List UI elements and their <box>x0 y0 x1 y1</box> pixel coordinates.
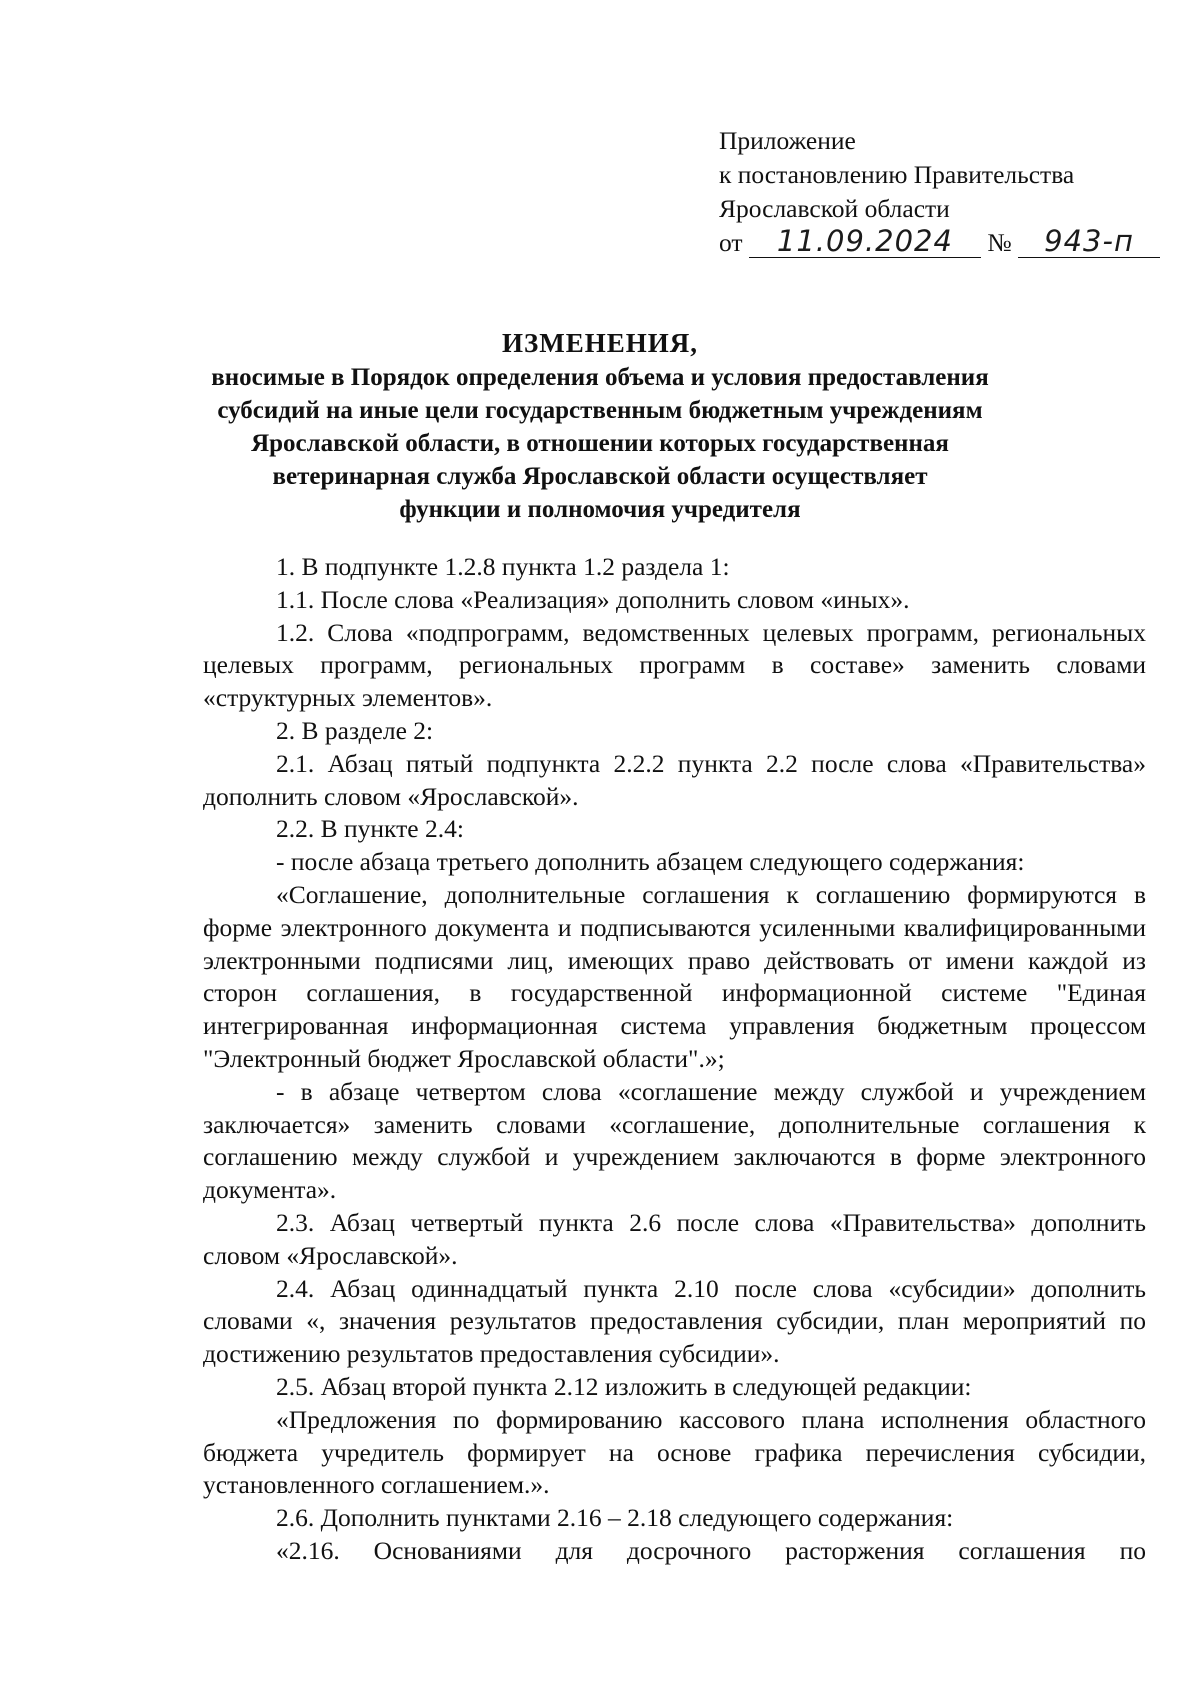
paragraph: 2.2. В пункте 2.4: <box>276 814 464 844</box>
from-label: от <box>719 228 743 257</box>
title-sub-line: ветеринарная служба Ярославской области осуществляет <box>272 463 928 490</box>
number-label: № <box>987 228 1012 257</box>
paragraph: - после абзаца третьего дополнить абзацем следующего содержания: <box>276 847 1025 877</box>
paragraph: 2. В разделе 2: <box>276 715 434 745</box>
paragraph: 1.2. Слова «подпрограмм, ведомственных целевых программ, региональных целевых программ, региональных программ в составе» заменить словами «структурных элементов». <box>203 617 1146 713</box>
document-title <box>200 325 1000 526</box>
paragraph: 2.1. Абзац пятый подпункта 2.2.2 пункта 2.2 после слова «Правительства» дополнить словом «Ярославской». <box>203 748 1146 811</box>
title-sub-line: Ярославской области, в отношении которых государственная <box>251 430 949 457</box>
paragraph: 2.3. Абзац четвертый пункта 2.6 после слова «Правительства» дополнить словом «Ярославской». <box>203 1207 1146 1270</box>
appendix-resolution-ref: к постановлению Правительства <box>719 160 1075 189</box>
document-body <box>203 551 1146 1568</box>
paragraph: 2.6. Дополнить пунктами 2.16 – 2.18 следующего содержания: <box>276 1503 954 1533</box>
handwritten-number: 943-п <box>1018 227 1160 258</box>
appendix-title: Приложение <box>719 126 856 155</box>
paragraph: «2.16. Основаниями для досрочного расторжения соглашения по <box>276 1535 1146 1565</box>
paragraph: 1. В подпункте 1.2.8 пункта 1.2 раздела 1: <box>276 552 730 581</box>
paragraph: 1.1. После слова «Реализация» дополнить словом «иных». <box>276 584 910 614</box>
paragraph: 2.4. Абзац одиннадцатый пункта 2.10 после слова «субсидии» дополнить словами «, значения результатов предоставления субсидии, план мероприятий по достижению результатов предоставления субсидии». <box>203 1273 1146 1369</box>
title-sub-line: вносимые в Порядок определения объема и условия предоставления <box>211 364 989 391</box>
title-subtitle <box>200 361 1000 526</box>
title-sub-line: функции и полномочия учредителя <box>399 496 801 523</box>
appendix-region: Ярославской области <box>719 194 950 223</box>
paragraph: «Предложения по формированию кассового плана исполнения областного бюджета учредитель формирует на основе графика перечисления субсидии, установленного соглашением.». <box>203 1404 1146 1500</box>
paragraph: - в абзаце четвертом слова «соглашение между службой и учреждением заключается» заменить словами «соглашение, дополнительные соглашения к соглашению между службой и учреждением заключаются в форме электронного документа». <box>203 1076 1146 1205</box>
paragraph: «Соглашение, дополнительные соглашения к соглашению формируются в форме электронного документа и подписываются усиленными квалифицированными электронными подписями лиц, имеющих право действовать от имени каждой из сторон соглашения, в государственной информационной системе "Единая интегрированная информационная система управления бюджетным процессом "Электронный бюджет Ярославской области".»; <box>203 879 1146 1073</box>
title-sub-line: субсидий на иные цели государственным бюджетным учреждениям <box>217 397 983 424</box>
title-main: ИЗМЕНЕНИЯ, <box>501 328 698 358</box>
appendix-date-number-line <box>719 226 1160 260</box>
handwritten-date: 11.09.2024 <box>749 227 981 258</box>
appendix-block <box>719 124 1160 260</box>
paragraph: 2.5. Абзац второй пункта 2.12 изложить в следующей редакции: <box>276 1371 972 1401</box>
